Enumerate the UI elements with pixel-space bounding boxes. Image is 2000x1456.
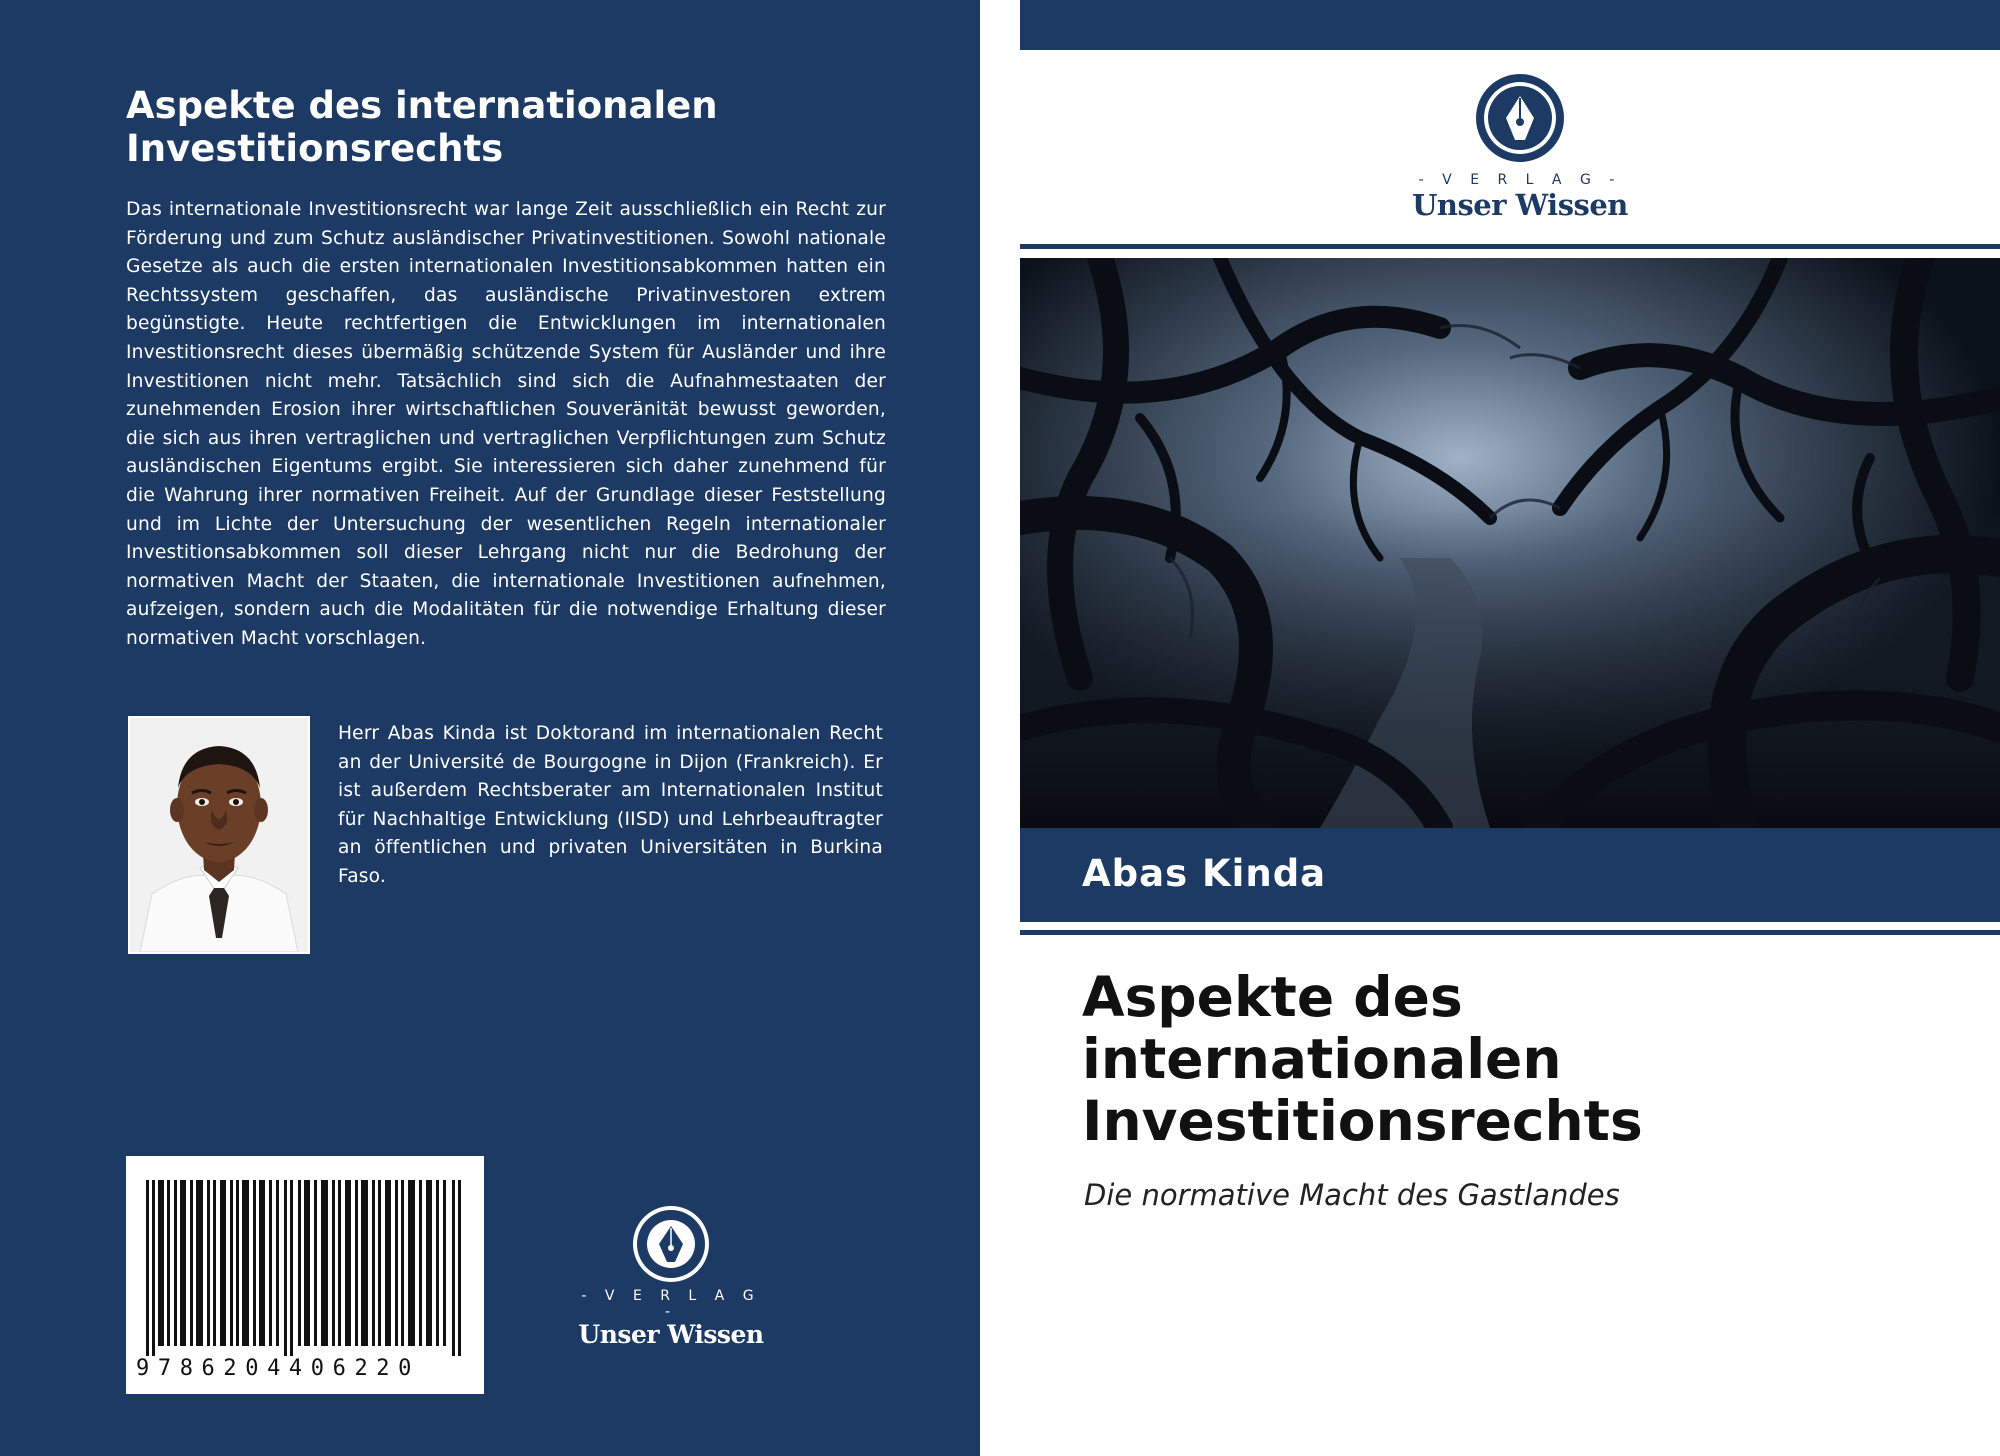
isbn-digits: 9786204406220 [136,1356,420,1381]
front-title-line2: internationalen [1082,1027,1562,1091]
publisher-name: Unser Wissen [578,1320,764,1349]
spine-gap [980,0,1020,1456]
front-title-line3: Investitionsrechts [1082,1089,1643,1153]
publisher-verlag-label: - V E R L A G - [581,1288,761,1320]
back-cover [0,0,980,1456]
author-photo [128,716,310,954]
publisher-verlag-label: - V E R L A G - [1418,172,1622,188]
cover-forest-image [1020,258,2000,828]
publisher-name: Unser Wissen [1412,188,1628,222]
pen-nib-emblem-icon [1474,72,1566,164]
author-name: Abas Kinda [1082,852,1327,895]
front-title-line1: Aspekte des [1082,965,1463,1029]
author-bio: Herr Abas Kinda ist Doktorand im internationalen Recht an der Université de Bourgogne in Dijon (Frankreich). Er ist außerdem Rechtsberater am Internationalen Institut für Nachhaltige Entwicklung (IISD) und Lehrbeauftragter an öffentlichen und privaten Universitäten in Burkina Faso. [338,723,883,887]
dark-forest-illustration [1020,258,2000,828]
back-cover-title [126,84,886,170]
front-cover-title [1082,966,1962,1152]
front-cover-subtitle: Die normative Macht des Gastlandes [1084,1178,1620,1212]
pen-nib-emblem-icon [631,1204,711,1284]
barcode-bars [146,1180,464,1356]
back-cover-blurb: Das internationale Investitionsrecht war lange Zeit ausschließlich ein Recht zur Förderung und zum Schutz ausländischer Privatinvestitionen. Sowohl nationale Gesetze als auch die ersten internationalen Investitionsabkommen hatten ein Rechtssystem geschaffen, das ausländische Privatinvestoren extrem begünstigte. Heute rechtfertigen die Entwicklungen im internationalen Investitionsrecht dieses übermäßig schützende System für Ausländer und ihre Investitionen nicht mehr. Tatsächlich sind sich die Aufnahmestaaten der zunehmenden Erosion ihrer wirtschaftlichen Souveränität bewusst geworden, die sich aus ihren vertraglichen und vertraglichen Verpflichtungen zum Schutz ausländischen Eigentums ergibt. Sie interessieren sich daher zunehmend für die Wahrung ihrer normativen Freiheit. Auf der Grundlage dieser Feststellung und im Lichte der Untersuchung der wesentlichen Regeln internationaler Investitionsabkommen soll dieser Lehrgang nicht nur die Bedrohung der normativen Macht der Staaten, die internationale Investitionen aufnehmen, aufzeigen, sondern auch die Modalitäten für die notwendige Erhaltung dieser normativen Macht vorschlagen. [126,199,886,649]
author-rule [1020,930,2000,935]
isbn-barcode [126,1156,484,1394]
top-rule [1020,244,2000,249]
back-title-line1: Aspekte des internationalen [126,84,718,127]
front-cover [1020,0,2000,1456]
author-portrait-image [130,718,308,952]
front-top-bar [1020,0,2000,50]
back-title-line2: Investitionsrechts [126,127,504,170]
publisher-logo-front [1380,72,1660,222]
publisher-logo-back [578,1204,764,1349]
